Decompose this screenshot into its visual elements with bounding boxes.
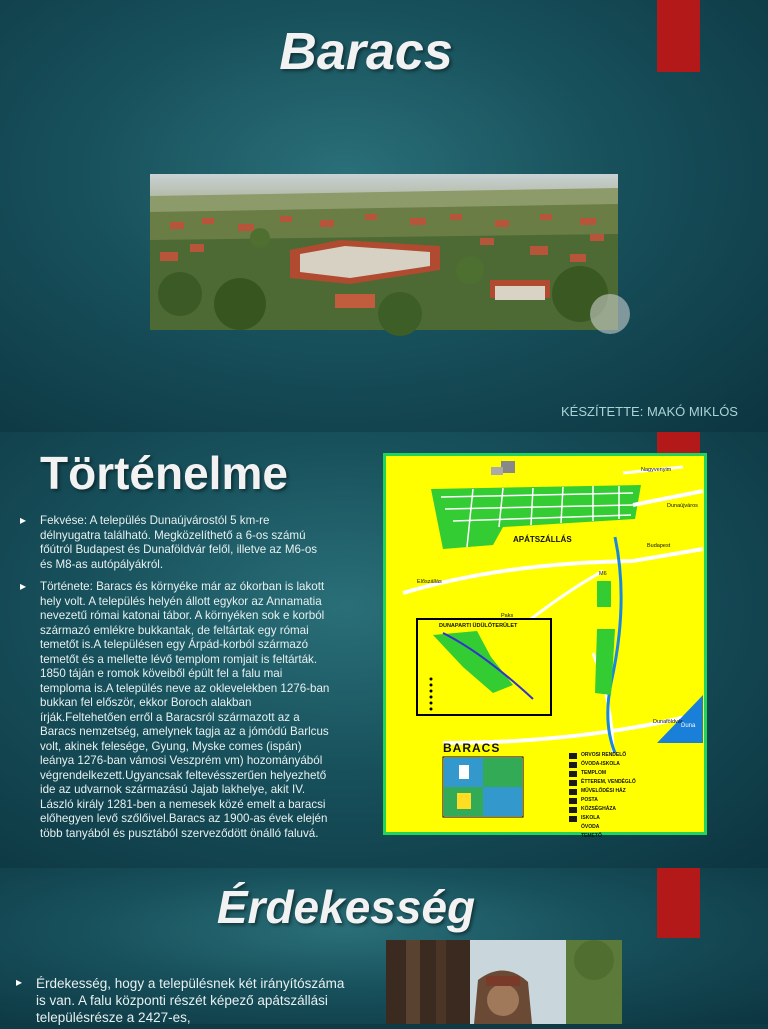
bullet-item: ▸ Története: Baracs és környéke már az ókorban is lakott hely volt. A település helyén állott egykor az Annamatia nevezetű római katonai tábor. A környéken sok e korból származó emlékre bukkantak, de feltártak egy római temetőt is.A településen egy Árpád-korból származó temetőt és a mellette lévő templom romjait is feltárták. 1850 táján e romok köveiből épült fel a falu mai temploma is.A település neve az oklevelekben 1276-ban bukkan fel először, ekkor Boroch alakban írják.Feltehetően erről a Baracsról származott az a Baracs nemzetség, amelynek tagja az a jómódú Barlcus volt, akinek felesége, Gyung, Myske comes (ispán) leánya 1276-ban vámosi Veszprém vm) hozományából végrendelkezett.Ugyancsak feltevésszerűen helyezhető ide az udvarnok származású Jajab lakhelye, akit IV. László király 1281-ben a nemesek közé emelt a baracsi előhegyen levő szőlőivel.Baracs az 1900-as évek elején több tanyából és pusztából szerveződött önálló faluvá. bbox=[20, 580, 332, 841]
legend-item: ÓVODA bbox=[581, 824, 600, 830]
slide-3 bbox=[0, 868, 768, 1024]
map-road-label: Dunaújváros bbox=[667, 503, 698, 509]
bullet-list bbox=[16, 975, 346, 1026]
map-road-label: Előszállás bbox=[417, 579, 442, 585]
author-credit: KÉSZÍTETTE: MAKÓ MIKLÓS bbox=[561, 404, 738, 419]
map-legend bbox=[581, 751, 636, 841]
map-road-label: M6 bbox=[599, 571, 607, 577]
slide-1 bbox=[0, 0, 768, 432]
statue-photo bbox=[386, 940, 622, 1024]
legend-item: ORVOSI RENDELŐ bbox=[581, 752, 627, 758]
legend-item: ÉTTEREM, VENDÉGLŐ bbox=[581, 779, 636, 785]
legend-item: ÓVODA-ISKOLA bbox=[581, 761, 620, 767]
slide-title: Baracs bbox=[279, 23, 453, 81]
legend-item: TEMPLOM bbox=[581, 770, 606, 776]
map-road-label: Nagyvenyim bbox=[641, 467, 672, 473]
map-inset-label: DUNAPARTI ÜDÜLŐTERÜLET bbox=[439, 623, 518, 629]
map-village-label: BARACS bbox=[443, 741, 501, 755]
map-region-label: APÁTSZÁLLÁS bbox=[513, 535, 572, 544]
slide-2 bbox=[0, 432, 768, 868]
map-road-label: Budapest bbox=[647, 543, 671, 549]
bullet-list bbox=[20, 514, 332, 841]
map-road-label: Paks bbox=[501, 613, 514, 619]
legend-item: KÖZSÉGHÁZA bbox=[581, 806, 616, 812]
legend-item: ISKOLA bbox=[581, 815, 600, 821]
slide-title: Érdekesség bbox=[216, 881, 476, 933]
legend-item: TEMETŐ bbox=[581, 833, 602, 839]
accent-bar bbox=[657, 432, 700, 454]
bullet-item: ▸ Fekvése: A település Dunaújvárostól 5 km-re délnyugatra található. Megközelíthető a 6-os számú főútról Budapest és Dunaföldvár felől, illetve az M6-os és M8-as autópályákról. bbox=[20, 514, 332, 572]
slide-title: Történelme bbox=[40, 447, 288, 499]
legend-item: MŰVELŐDÉSI HÁZ bbox=[581, 788, 626, 794]
map-river-label: Duna bbox=[681, 723, 696, 729]
village-map bbox=[383, 453, 707, 839]
bullet-item: ▸ Érdekesség, hogy a településnek két irányítószáma is van. A falu központi részét képező apátszállási településrésze a 2427-es, bbox=[16, 975, 346, 1026]
village-aerial-photo bbox=[150, 174, 618, 330]
legend-item: POSTA bbox=[581, 797, 598, 803]
map-road-label: Dunaföldvár bbox=[653, 719, 683, 725]
